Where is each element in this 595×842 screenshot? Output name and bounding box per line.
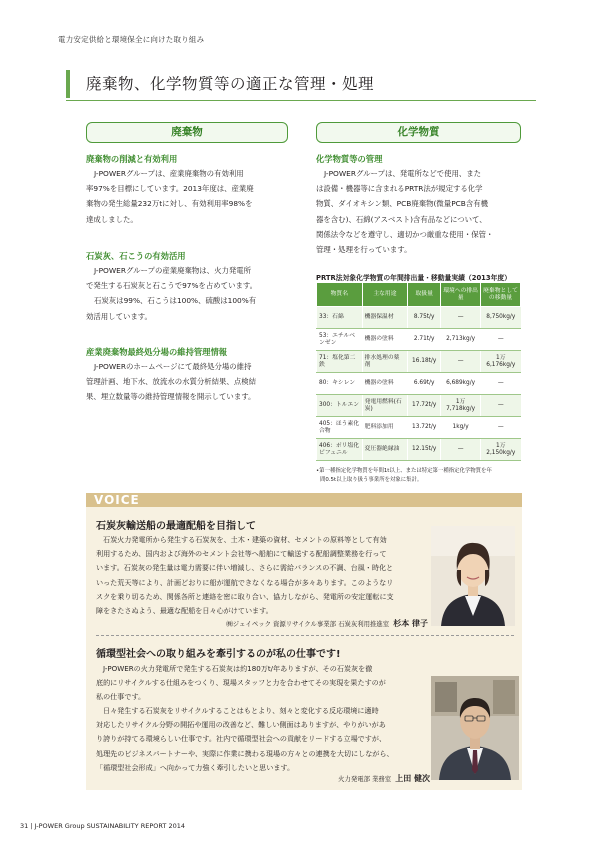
- cell: —: [481, 373, 521, 395]
- cell: 1万6,176kg/y: [481, 351, 521, 373]
- note-line: •第一種指定化学物質を年間1t以上、または特定第一種指定化学物質を年: [316, 468, 492, 474]
- text-line: J-POWERのホームページにて最終処分場の維持: [94, 362, 252, 371]
- text-line: 関係法令などを遵守し、適切かつ厳重な使用・保管・: [316, 229, 494, 239]
- voice1-name: 杉本 律子: [393, 619, 428, 628]
- cell: 機器の塗料: [362, 329, 408, 351]
- text-line: いった荒天等により、計画どおりに船が運航できなくなる場合が多々あります。このようなリ: [96, 577, 394, 587]
- prtr-table: [316, 282, 521, 461]
- cell: —: [441, 307, 481, 329]
- landfill-title: 産業廃棄物最終処分場の維持管理情報: [86, 347, 228, 357]
- voice-label: VOICE: [94, 493, 140, 507]
- voice2-signature: [96, 773, 430, 784]
- cell: 6,689kg/y: [441, 373, 481, 395]
- text-line: 処理先のビジネスパートナーや、実際に作業に携わる現場の方々との連携を大切にしながら、: [96, 748, 394, 758]
- cell: 405：ほう素化合物: [317, 417, 363, 439]
- voice1-photo: [431, 526, 515, 626]
- portrait-woman-icon: [431, 526, 515, 626]
- text-line: J-POWERグループは、産業廃棄物の有効利用: [94, 169, 244, 178]
- cell: 1kg/y: [441, 417, 481, 439]
- cell: —: [481, 417, 521, 439]
- col-header: 主な用途: [362, 283, 408, 307]
- text-line: 果、埋立数量等の維持管理情報を開示しています。: [86, 392, 256, 402]
- cell: 排水処理の薬剤: [362, 351, 408, 373]
- text-line: 石炭火力発電所から発生する石炭灰を、土木・建築の資材、セメントの原料等として有効: [103, 535, 387, 544]
- text-line: います。石炭灰の発生量は電力需要に伴い増減し、さらに需給バランスの不調、台風・時化と: [96, 563, 394, 573]
- cell: —: [441, 351, 481, 373]
- cell: —: [481, 329, 521, 351]
- cell: 8,750kg/y: [481, 307, 521, 329]
- text-line: J-POWERの火力発電所で発生する石炭灰は約180万t/年ありますが、その石炭灰を徹: [103, 664, 373, 673]
- portrait-man-icon: [431, 676, 519, 780]
- text-line: 管理・処理を行っています。: [316, 245, 412, 255]
- text-line: J-POWERグループは、発電所などで使用、また: [324, 169, 482, 178]
- text-line: J-POWERグループの産業廃棄物は、火力発電所: [94, 266, 252, 275]
- col-header: 環境への排出量: [441, 283, 481, 307]
- title-rule: [66, 100, 536, 101]
- cell: 80：キシレン: [317, 373, 363, 395]
- cell: 変圧器絶縁油: [362, 439, 408, 461]
- cell: 機器の塗料: [362, 373, 408, 395]
- table-row: [317, 329, 521, 351]
- chem-management-title: 化学物質等の管理: [316, 154, 383, 164]
- cell: 12.15t/y: [408, 439, 441, 461]
- voice2-photo: [431, 676, 519, 780]
- text-line: り誇りが持てる環境らしい仕事です。社内で循環型社会への貢献をリードする立場ですが、: [96, 734, 387, 744]
- prtr-table-title: PRTR法対象化学物質の年間排出量・移動量実績（2013年度）: [316, 274, 512, 282]
- cell: 機器保温材: [362, 307, 408, 329]
- cell: 8.75t/y: [408, 307, 441, 329]
- cell: 33：石綿: [317, 307, 363, 329]
- text-line: 利用するため、国内および海外のセメント会社等へ船舶にて輸送する配船調整業務を行って: [96, 549, 387, 559]
- table-header-row: [317, 283, 521, 307]
- text-line: 障をきたさぬよう、最適な配船を日々心がけています。: [96, 606, 273, 616]
- landfill-text: [86, 359, 291, 405]
- waste-reduction-text: [86, 166, 291, 227]
- voice-tag-bar: [86, 493, 522, 507]
- text-line: スクを乗り切るため、関係各所と連絡を密に取り合い、協力しながら、発電所の安定運転に支: [96, 591, 394, 601]
- voice2-name: 上田 健次: [395, 774, 430, 783]
- text-line: 底的にリサイクルする仕組みをつくり、現場スタッフと力を合わせてその実現を果たすのが: [96, 678, 386, 688]
- cell: 発電用燃料(石炭): [362, 395, 408, 417]
- chem-management-text: [316, 166, 524, 257]
- voice2-org: 火力発電部 業務室: [338, 775, 392, 783]
- table-row: [317, 351, 521, 373]
- text-line: 「循環型社会形成」へ向かって力強く牽引したいと思います。: [96, 762, 295, 772]
- voice1-title: 石炭灰輸送船の最適配船を目指して: [96, 521, 256, 532]
- cell: 1万7,718kg/y: [441, 395, 481, 417]
- cell: —: [481, 395, 521, 417]
- table-row: [317, 417, 521, 439]
- text-line: 石炭灰は99%、石こうは100%、硫酸は100%有: [94, 296, 257, 306]
- cell: 6.69t/y: [408, 373, 441, 395]
- text-line: 棄物の発生総量232万tに対し、有効利用率98%を: [86, 199, 253, 209]
- cell: 2,713kg/y: [441, 329, 481, 351]
- table-row: [317, 373, 521, 395]
- chem-heading: 化学物質: [316, 122, 521, 143]
- cell: 16.18t/y: [408, 351, 441, 373]
- voice1-org: ㈱ジェイペック 資源リサイクル事業部 石炭灰利用推進室: [226, 620, 390, 628]
- page-title: 廃棄物、化学物質等の適正な管理・処理: [86, 75, 375, 93]
- section-label: 電力安定供給と環境保全に向けた取り組み: [58, 35, 205, 44]
- text-line: は設備・機器等に含まれるPRTR法が規定する化学: [316, 184, 483, 194]
- col-header: 物質名: [317, 283, 363, 307]
- cell: 肥料添加用: [362, 417, 408, 439]
- cell: 13.72t/y: [408, 417, 441, 439]
- text-line: で発生する石炭灰と石こうで97%を占めています。: [86, 281, 258, 291]
- ash-gypsum-title: 石炭灰、石こうの有効活用: [86, 251, 186, 261]
- waste-heading: 廃棄物: [86, 122, 288, 143]
- cell: 71：塩化第二鉄: [317, 351, 363, 373]
- cell: —: [441, 439, 481, 461]
- voice2-text-bottom: [96, 704, 430, 775]
- cell: 53：エチルベンゼン: [317, 329, 363, 351]
- voice-separator: [96, 635, 514, 636]
- text-line: 日々発生する石炭灰をリサイクルすることはもとより、刻々と変化する反応環境に適時: [103, 706, 379, 715]
- cell: 1万2,150kg/y: [481, 439, 521, 461]
- cell: 406：ポリ塩化ビフェニル: [317, 439, 363, 461]
- text-line: 率97%を目標にしています。2013年度は、産業廃: [86, 184, 254, 194]
- text-line: 物質、ダイオキシン類、PCB廃棄物(微量PCB含有機: [316, 199, 489, 209]
- text-line: 達成しました。: [86, 214, 138, 224]
- page-footer: 31 | J-POWER Group SUSTAINABILITY REPORT 2014: [20, 822, 185, 830]
- table-row: [317, 395, 521, 417]
- table-row: [317, 439, 521, 461]
- text-line: 私の仕事です。: [96, 692, 146, 702]
- cell: 2.71t/y: [408, 329, 441, 351]
- voice1-text: [96, 533, 428, 618]
- table-note: [316, 467, 524, 484]
- text-line: 器を含む)、石綿(アスベスト)含有品などについて、: [316, 214, 487, 224]
- voice2-title: 循環型社会への取り組みを牽引するのが私の仕事です!: [96, 649, 341, 660]
- voice1-signature: [96, 618, 428, 629]
- cell: 17.72t/y: [408, 395, 441, 417]
- text-line: 管理計画、地下水、放流水の水質分析結果、点検結: [86, 377, 256, 387]
- text-line: 対応したリサイクル分野の開拓や運用の改善など、難しい側面はありますが、やりがいがあ: [96, 720, 386, 730]
- table-row: [317, 307, 521, 329]
- waste-reduction-title: 廃棄物の削減と有効利用: [86, 154, 178, 164]
- text-line: 効活用しています。: [86, 311, 152, 321]
- cell: 300：トルエン: [317, 395, 363, 417]
- note-line: 間0.5t以上取り扱う事業所を対象に集計。: [320, 476, 423, 483]
- ash-gypsum-text: [86, 263, 291, 324]
- col-header: 取扱量: [408, 283, 441, 307]
- col-header: 廃棄物としての移動量: [481, 283, 521, 307]
